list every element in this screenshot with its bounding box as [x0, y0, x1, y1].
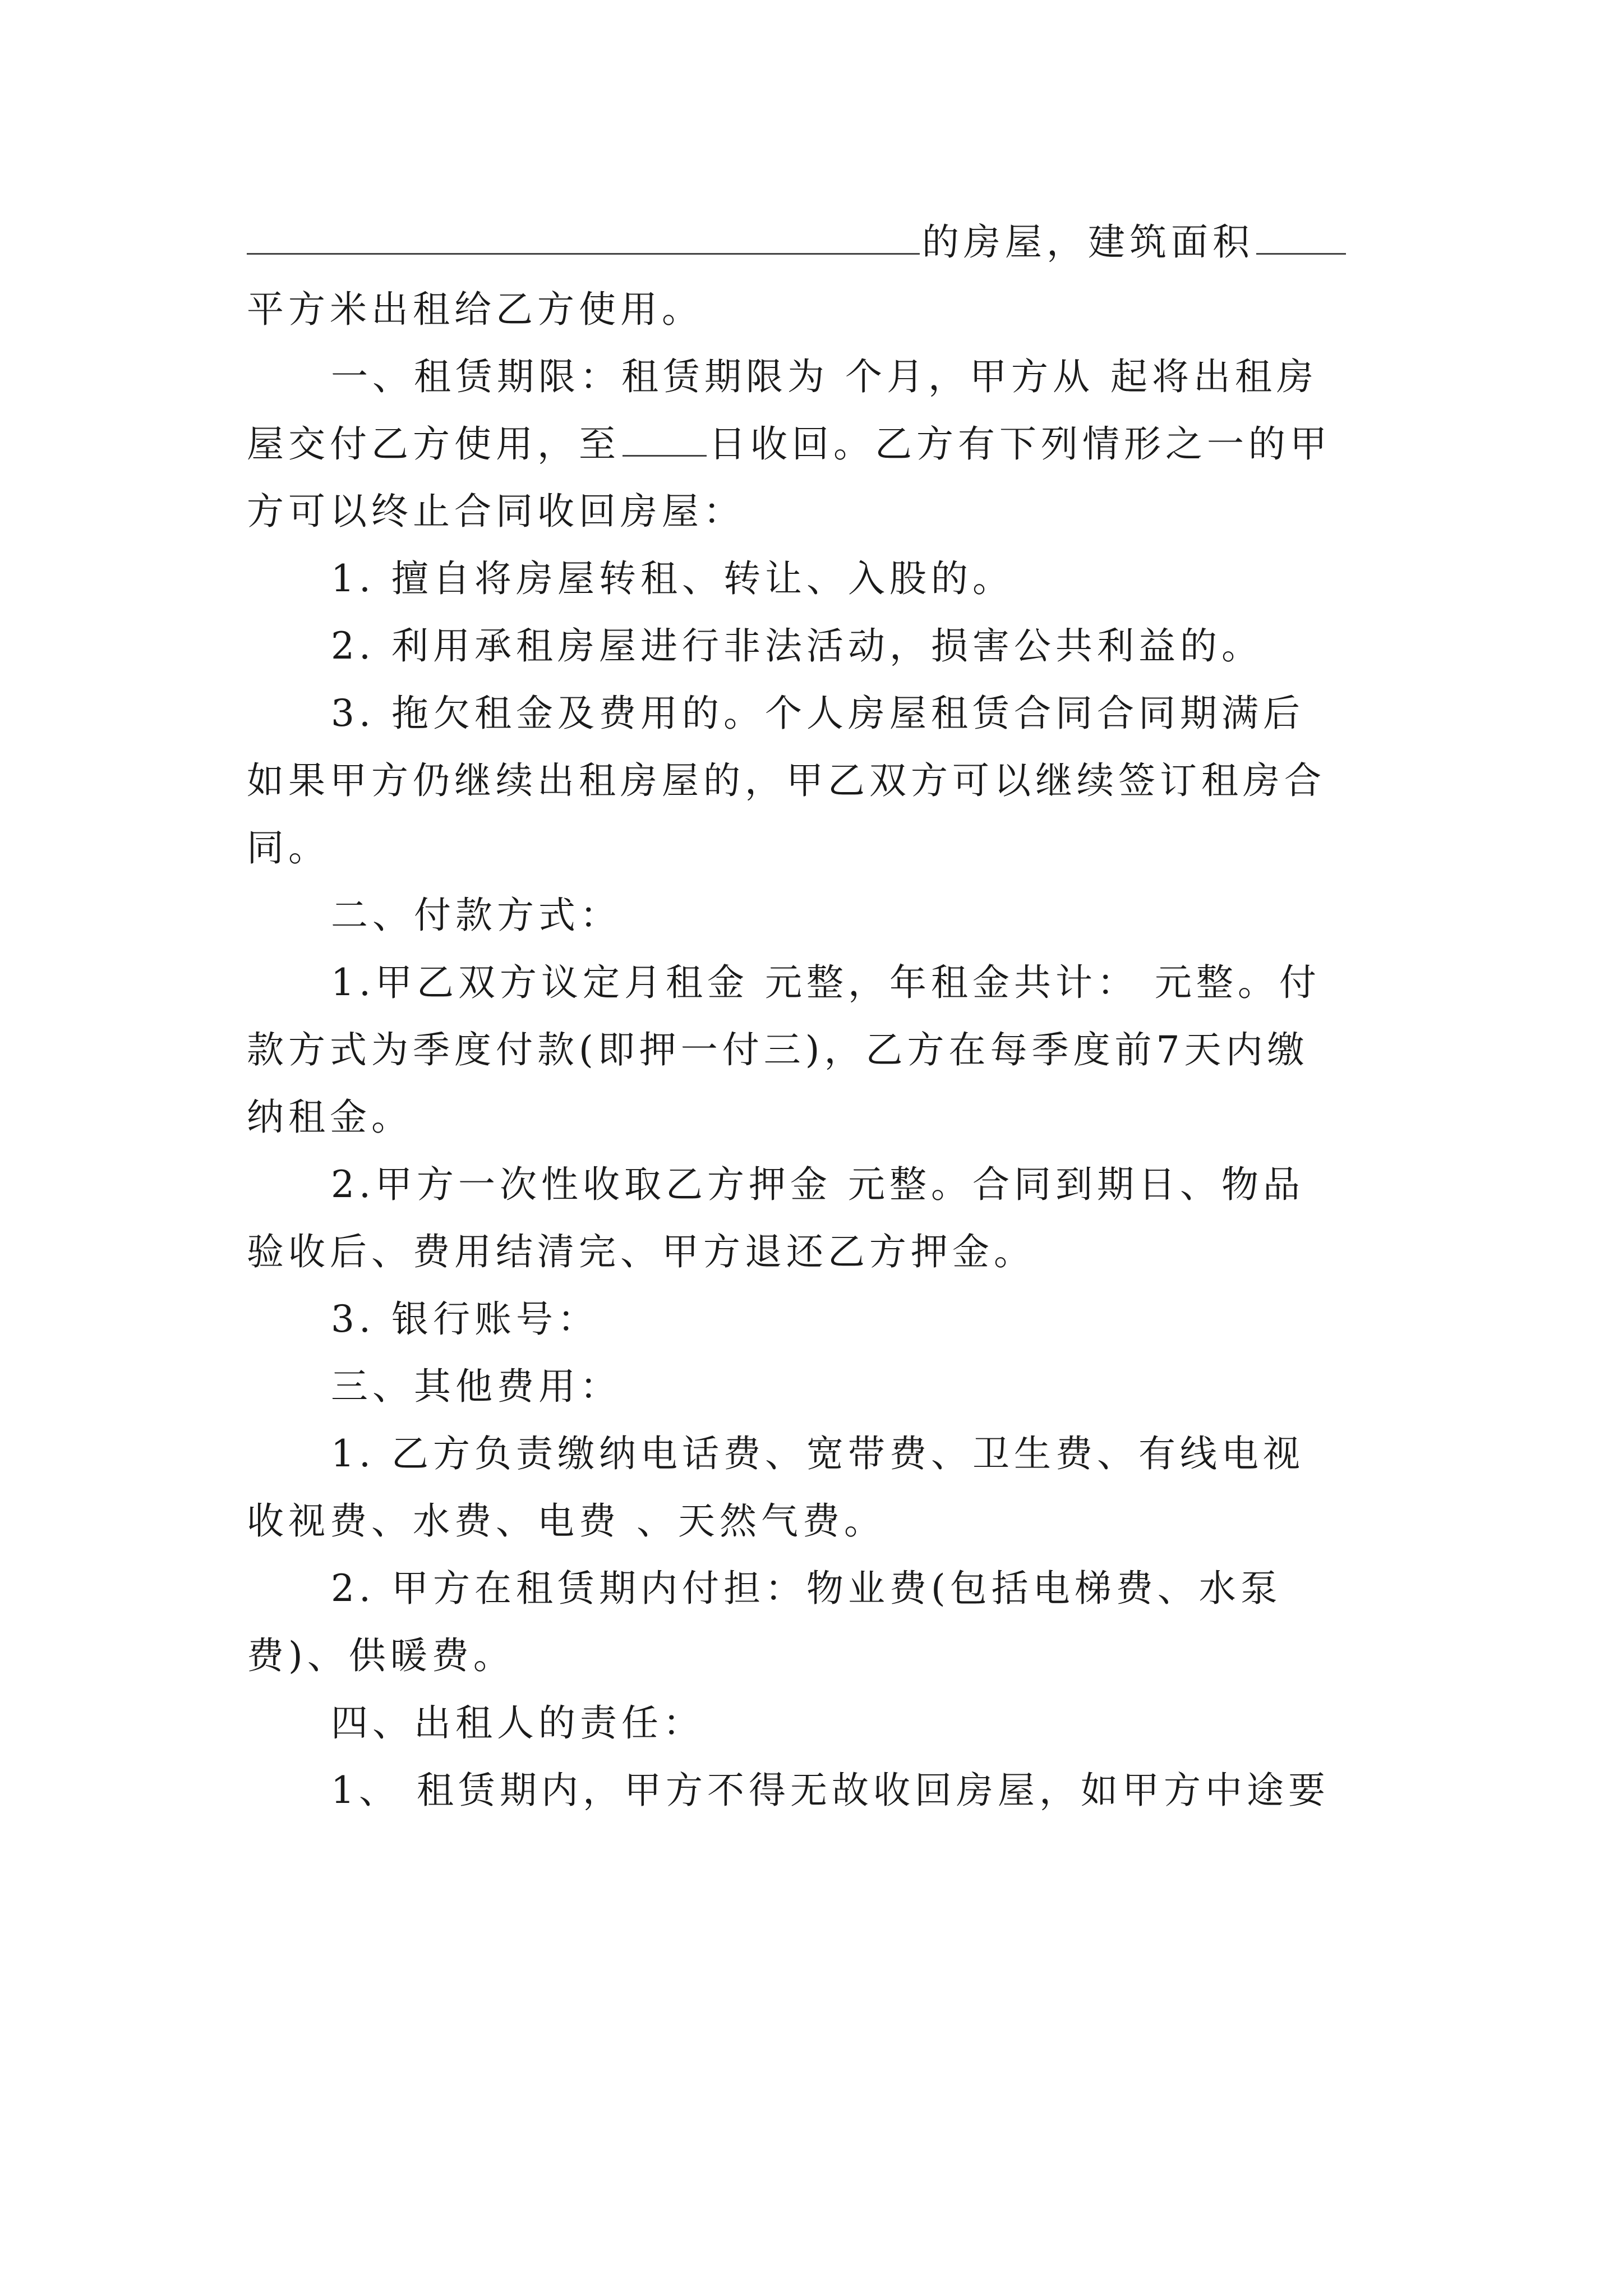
line-text: 3. 银行账号：	[331, 1297, 599, 1341]
text-line	[247, 411, 1380, 478]
line-text: 三、其他费用：	[331, 1365, 621, 1408]
section-heading-lease-term	[247, 343, 1380, 411]
list-item	[247, 1420, 1380, 1488]
line-text: 二、付款方式：	[331, 894, 621, 937]
text-line	[247, 209, 1380, 276]
fill-blank-end-date	[623, 416, 707, 457]
text-line	[247, 1084, 1380, 1151]
list-item	[247, 680, 1380, 747]
fill-blank-address	[247, 214, 920, 255]
line-text: 1. 乙方负责缴纳电话费、宽带费、卫生费、有线电视	[331, 1432, 1304, 1475]
line-text: 1.甲乙双方议定月租金 元整，年租金共计： 元整。付	[331, 961, 1321, 1004]
contract-page	[247, 209, 1380, 1824]
line-text: 四、出租人的责任：	[331, 1701, 704, 1745]
line-text: 的房屋，建筑面积	[922, 220, 1254, 264]
line-text: 日收回。乙方有下列情形之一的甲	[709, 422, 1331, 466]
list-item	[247, 1286, 1380, 1353]
text-line	[247, 1016, 1380, 1084]
line-text: 2.甲方一次性收取乙方押金 元整。合同到期日、物品	[331, 1163, 1304, 1206]
list-item	[247, 1757, 1380, 1824]
line-text: 款方式为季度付款(即押一付三)，乙方在每季度前7天内缴	[247, 1028, 1309, 1071]
text-line	[247, 1622, 1380, 1690]
list-item	[247, 949, 1380, 1016]
line-text: 费)、供暖费。	[247, 1634, 515, 1677]
line-text: 一、租赁期限：租赁期限为 个月，甲方从 起将出租房	[331, 355, 1318, 398]
list-item	[247, 613, 1380, 680]
text-line	[247, 478, 1380, 545]
line-text: 1. 擅自将房屋转租、转让、入股的。	[331, 557, 1014, 600]
fill-blank-area	[1256, 214, 1346, 255]
list-item	[247, 1555, 1380, 1622]
line-text: 屋交付乙方使用，至	[247, 422, 620, 466]
line-text: 如果甲方仍继续出租房屋的，甲乙双方可以继续签订租房合	[247, 759, 1326, 802]
list-item	[247, 1151, 1380, 1218]
text-line	[247, 1218, 1380, 1286]
line-text: 3. 拖欠租金及费用的。个人房屋租赁合同合同期满后	[331, 692, 1304, 735]
line-text: 1、 租赁期内，甲方不得无故收回房屋，如甲方中途要	[331, 1769, 1330, 1812]
text-line	[247, 276, 1380, 343]
line-text: 2. 甲方在租赁期内付担：物业费(包括电梯费、水泵	[331, 1567, 1282, 1610]
section-heading-payment	[247, 882, 1380, 949]
line-text: 2. 利用承租房屋进行非法活动，损害公共利益的。	[331, 624, 1263, 668]
line-text: 收视费、水费、电费 、天然气费。	[247, 1499, 886, 1543]
section-heading-lessor-duties	[247, 1690, 1380, 1757]
line-text: 平方米出租给乙方使用。	[247, 288, 703, 331]
section-heading-other-fees	[247, 1353, 1380, 1420]
text-line	[247, 747, 1380, 815]
list-item	[247, 545, 1380, 613]
line-text: 方可以终止合同收回房屋：	[247, 490, 745, 533]
line-text: 同。	[247, 826, 330, 869]
text-line	[247, 815, 1380, 882]
text-line	[247, 1488, 1380, 1555]
line-text: 验收后、费用结清完、甲方退还乙方押金。	[247, 1230, 1035, 1273]
line-text: 纳租金。	[247, 1096, 413, 1139]
